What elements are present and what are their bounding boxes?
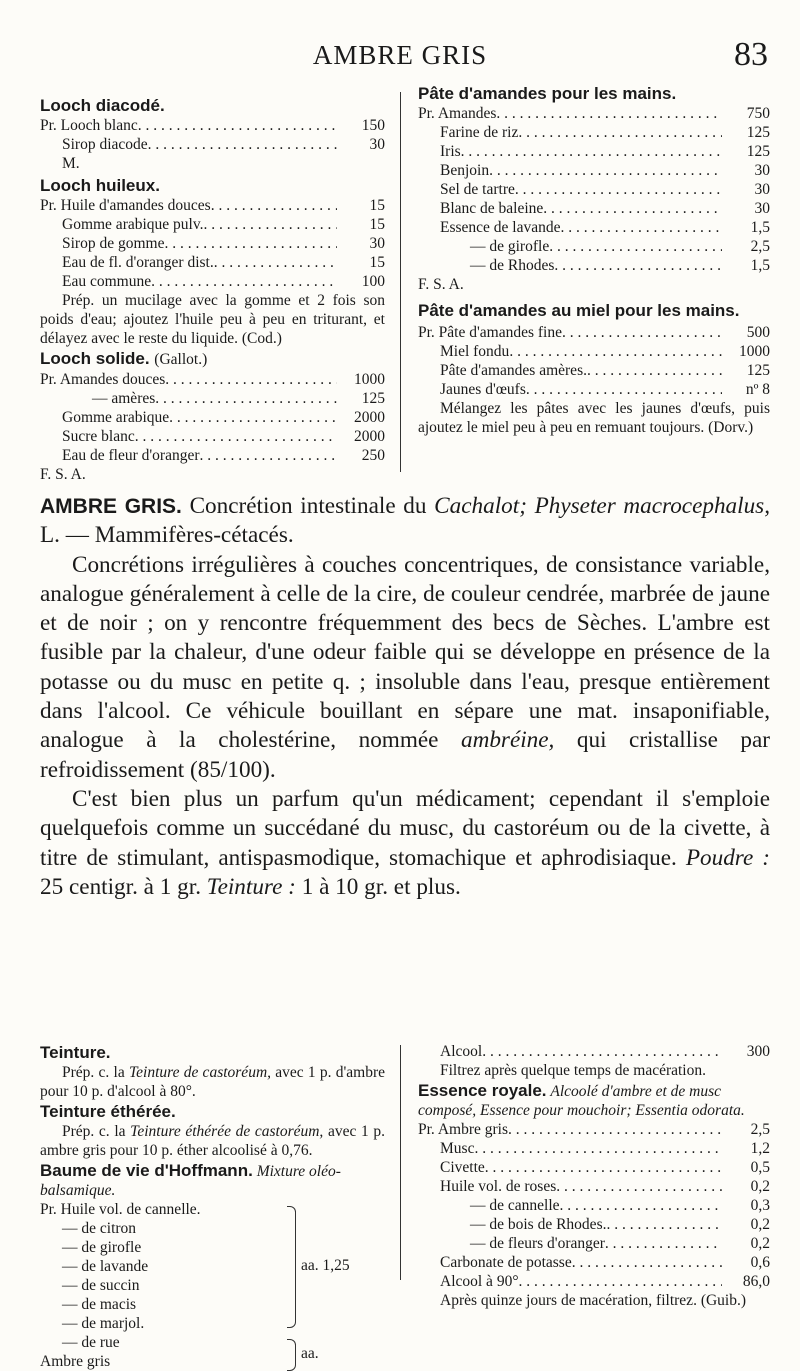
recipe-row: — amères . . . 125 <box>40 389 385 408</box>
brace <box>287 1339 296 1371</box>
recipe-row: Farine de riz . . . 125 <box>418 123 770 142</box>
recipe-row: Sucre blanc . . . 2000 <box>40 427 385 446</box>
column-rule <box>400 92 401 472</box>
pate-mains-title: Pâte d'amandes pour les mains. <box>418 84 677 103</box>
recipe-row: — de bois de Rhodes. . . . 0,2 <box>418 1215 770 1234</box>
baume-list: Pr. Huile vol. de cannelle. — de citron — de girofle — de lavande — de succin — de macis — de marjol. — de rue Ambre gris aa. 1,25 aa. <box>40 1201 350 1370</box>
recipe-instructions: Prép. un mucilage avec la gomme et 2 fois son poids d'eau; ajoutez l'huile peu à peu en triturant, et délayez avec le reste du liquide. (Cod.) <box>40 292 385 347</box>
teinture-title: Teinture. <box>40 1043 111 1062</box>
teinture-text: Prép. c. la Teinture de castoréum, avec 1 p. d'ambre pour 10 p. d'alcool à 80°. <box>40 1064 385 1100</box>
essence-heading: Essence royale. Alcoolé d'ambre et de musc composé, Essence pour mouchoir; Essentia odorata. <box>418 1081 745 1119</box>
recipe-row: Pr. Looch blanc . . . 150 <box>40 116 385 135</box>
column-rule <box>400 1045 401 1280</box>
left-bottom-column <box>40 1042 385 1371</box>
recipe-row: Alcool à 90° . . . 86,0 <box>418 1272 770 1291</box>
recipe-instructions: Mélangez les pâtes avec les jaunes d'œufs, puis ajoutez le miel peu à peu en remuant toujours. (Dorv.) <box>418 400 770 436</box>
recipe-row: Civette . . . 0,5 <box>418 1158 770 1177</box>
recipe-row: Pr. Ambre gris . . . 2,5 <box>418 1120 770 1139</box>
brace <box>287 1206 296 1328</box>
recipe-row: Pr. Amandes douces . . . 1000 <box>40 370 385 389</box>
recipe-row: Blanc de baleine . . . 30 <box>418 199 770 218</box>
main-article <box>40 492 770 902</box>
recipe-row: Eau de fleur d'oranger . . . 250 <box>40 446 385 465</box>
brace-value: aa. <box>301 1345 319 1362</box>
recipe-row: Alcool . . . 300 <box>418 1042 770 1061</box>
recipe-row: Musc . . . 1,2 <box>418 1139 770 1158</box>
recipe-row: Sirop diacode . . . 30 <box>40 135 385 154</box>
recipe-row: Pr. Huile d'amandes douces . . . 15 <box>40 196 385 215</box>
looch-solide-title: Looch solide. (Gallot.) <box>40 349 208 368</box>
recipe-row: — de cannelle . . . 0,3 <box>418 1196 770 1215</box>
recipe-row: Eau de fl. d'oranger dist. . . . 15 <box>40 253 385 272</box>
recipe-sign: F. S. A. <box>418 276 464 293</box>
right-bottom-column <box>418 1042 770 1310</box>
recipe-sign: M. <box>62 155 80 172</box>
recipe-row: Gomme arabique . . . 2000 <box>40 408 385 427</box>
recipe-sign: F. S. A. <box>40 466 86 483</box>
left-top-column <box>40 95 385 484</box>
recipe-row: Iris . . . 125 <box>418 142 770 161</box>
article-intro: AMBRE GRIS. Concrétion intestinale du Cachalot; Physeter macrocephalus, L. — Mammifères-cétacés. <box>40 493 771 549</box>
recipe-row: Pr. Amandes . . . 750 <box>418 104 770 123</box>
recipe-row: Huile vol. de roses . . . 0,2 <box>418 1177 770 1196</box>
recipe-row: Eau commune . . . 100 <box>40 272 385 291</box>
recipe-row: Carbonate de potasse . . . 0,6 <box>418 1253 770 1272</box>
looch-diacode-title: Looch diacodé. <box>40 96 165 115</box>
alcool-text: Filtrez après quelque temps de macération. <box>440 1062 706 1079</box>
essence-instructions: Après quinze jours de macération, filtrez. (Guib.) <box>440 1292 747 1309</box>
recipe-row: Sirop de gomme . . . 30 <box>40 234 385 253</box>
pate-miel-title: Pâte d'amandes au miel pour les mains. <box>418 301 740 320</box>
recipe-row: Miel fondu . . . 1000 <box>418 342 770 361</box>
article-uses: C'est bien plus un parfum qu'un médicament; cependant il s'emploie quelquefois comme un succédané du musc, du castoréum ou de la civette, à titre de stimulant, antispasmodique, stomachique et aphrodisiaque. Poudre : 25 centigr. à 1 gr. Teinture : 1 à 10 gr. et plus. <box>40 785 770 900</box>
brace-value: aa. 1,25 <box>301 1257 350 1274</box>
recipe-row: Essence de lavande . . . 1,5 <box>418 218 770 237</box>
recipe-row: — de fleurs d'oranger . . . 0,2 <box>418 1234 770 1253</box>
recipe-row: Benjoin . . . 30 <box>418 161 770 180</box>
recipe-row: Sel de tartre . . . 30 <box>418 180 770 199</box>
right-top-column <box>418 83 770 437</box>
recipe-row: Gomme arabique pulv. . . . 15 <box>40 215 385 234</box>
running-header <box>0 36 800 80</box>
recipe-row: Jaunes d'œufs . . . nº 8 <box>418 380 770 399</box>
running-title: AMBRE GRIS <box>312 40 488 70</box>
article-description: Concrétions irrégulières à couches concentriques, de consistance variable, analogue généralement à celle de la cire, de couleur cendrée, marbrée de jaune et de noir ; on y rencontre fréquemment des becs de Sèches. L'ambre est fusible par la chaleur, d'une odeur faible qui se développe en présence de la potasse ou du musc en petite q. ; insoluble dans l'eau, presque entièrement dans l'alcool. Ce véhicule bouillant en sépare une mat. insaponifiable, analogue à la cholestérine, nommée ambréine, qui cristallise par refroidissement (85/100). <box>40 551 771 783</box>
recipe-row: — de girofle . . . 2,5 <box>418 237 770 256</box>
looch-huileux-title: Looch huileux. <box>40 176 160 195</box>
page-number: 83 <box>734 36 768 73</box>
teinture-etheree-title: Teinture éthérée. <box>40 1102 176 1121</box>
teinture-etheree-text: Prép. c. la Teinture éthérée de castoréum, avec 1 p. ambre gris pour 10 p. éther alcoolisé à 0,76. <box>40 1123 386 1159</box>
recipe-row: Pâte d'amandes amères. . . . 125 <box>418 361 770 380</box>
recipe-row: — de Rhodes . . . 1,5 <box>418 256 770 275</box>
recipe-row: Pr. Pâte d'amandes fine . . . 500 <box>418 323 770 342</box>
baume-heading: Baume de vie d'Hoffmann. Mixture oléo-balsamique. <box>40 1161 341 1199</box>
